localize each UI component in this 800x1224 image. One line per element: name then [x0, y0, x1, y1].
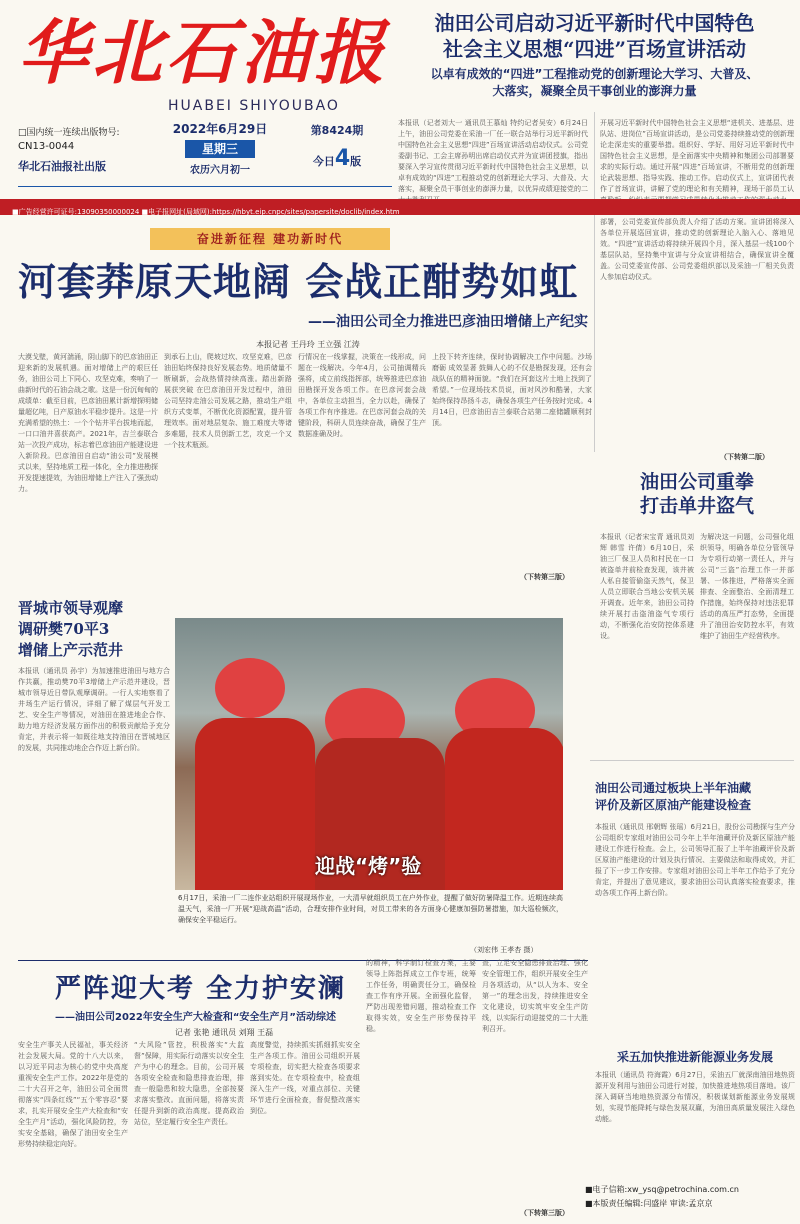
worker-3: [445, 728, 563, 890]
top-story-continued: （下转第二版）: [720, 453, 769, 461]
anti-theft-body-left: 本报讯（记者宋宝青 通讯员刘辉 韩雪 许倩）6月10日，采油三厂保卫人员和村民在一口被盗单井前检查发现，该井被人私自接管偷盗天然气，保卫人员立即联合当地公安机关展开调查。近年来，油田公司持续开展打击盗油盗气专项行动，不断强化治安防控体系建设。: [600, 533, 694, 640]
safety-subline: ——油田公司2022年安全生产大检查和“安全生产月”活动综述: [55, 1012, 336, 1023]
safety-col-5: 查，立足安全隐患排查治理、强化安全管理工作，组织开展安全生产月各项活动，从“以人为本、安全第一”的理念出发，持续推进安全文化建设，切实筑牢安全生产防线，以实际行动迎接党的二十大胜利召开。: [482, 959, 588, 1033]
feature-headline: 河套莽原天地阔 会战正酣势如虹: [18, 259, 579, 304]
safety-col-3: 高度警觉，持续抓实抓细抓实安全生产各项工作。油田公司组织开展专项检查，切实把大检查各项要求落到实处。在专项检查中，检查组深入生产一线，对重点部位、关键环节进行全面检查，督促整改落实到位。: [250, 1041, 360, 1115]
anti-theft-body-right: 为解决这一问题，公司强化组织领导，明确各单位分管领导为专项行动第一责任人，并与公司“三盗”治理工作一并部署、一体推进，严格落实全面排查、全面整治、全面清理工作措施，始终保持对违法犯罪活动的高压严打态势，全面提升了油田治安防控水平，有效维护了油田生产经营秩序。: [700, 533, 794, 640]
evaluation-body: 本报讯（通讯员 邢朝辉 张瑶）6月21日，股份公司勘探与生产分公司组织专家组对油田公司今年上半年油藏评价及新区原油产能建设工作进行检查。会上，公司领导汇报了上半年油藏评价及新区原油产能建设的计划及执行情况、主要做法和取得成效，并汇报了下一步工作安排。专家组对油田公司上半年工作给予了充分肯定，并提出了意见建议，要求油田公司认真落实检查要求，推动各项工作再上新台阶。: [595, 823, 795, 897]
feature-byline: 本报记者 王丹玲 王立强 江涛: [256, 340, 360, 349]
new-energy-title: 采五加快推进新能源业务发展: [616, 1050, 773, 1064]
anti-theft-title-2: 打击单井盗气: [639, 495, 754, 517]
issue-block: [292, 122, 382, 171]
safety-col-1: 安全生产事关人民福祉，事关经济社会发展大局。党的十八大以来，以习近平同志为核心的党中央高度重视安全生产工作。2022年是党的二十大召开之年，油田公司全面贯彻落实“四条红线”“五个零容忍”要求，扎实开展安全生产大检查和“安全生产月”活动，强化风险防控，夯实安全基础，确保了油田安全生产形势持续稳定向好。: [18, 1041, 128, 1148]
jincheng-title-3: 增储上产示范井: [18, 641, 124, 659]
feature-col-3: 行情况在一线掌握，决策在一线形成，问题在一线解决。今年4月，公司抽调精兵强将，成立前线指挥部，统筹推进巴彦油田勘探开发各项工作。在巴彦河套会战中，各单位主动担当，全力以赴，确保了各项工作有序推进。在巴彦河套会战的关键阶段，科研人员连续奋战，确保了生产数据准确及时。: [298, 353, 426, 438]
issue-date: 2022年6月29日: [172, 122, 268, 136]
anti-theft-article: [600, 470, 794, 518]
top-story-body-left: 本报讯（记者刘大一 通讯员王慕灿 特约记者吴安）6月24日上午，油田公司党委在采油一厂任一联合站举行习近平新时代中国特色社会主义思想“四进”百场宣讲活动启动仪式。公司党委副书记、工会主席孙明出席启动仪式并为宣讲团授旗，指出要深入学习宣传贯彻习近平新时代中国特色社会主义思想，以卓有成效的“四进”工程推动党的创新理论大学习、大普及、大落实，凝聚全员干事创业的澎湃力量，以优异成绩迎接党的二: [398, 119, 588, 193]
helmet-1: [215, 658, 285, 718]
info-bar: [0, 199, 800, 215]
top-story-title-2: 社会主义思想“四进”百场宣讲活动: [442, 37, 746, 61]
safety-continued: （下转第三版）: [520, 1209, 569, 1217]
feature-continued: （下转第三版）: [520, 573, 569, 581]
feature-subline: ——油田公司全力推进巴彦油田增储上产纪实: [308, 314, 588, 330]
top-story: [397, 10, 792, 100]
safety-col-2: “大风险”管控，积极落实“大监督”保障，用实际行动落实以安全生产为中心的理念。目前，公司开展各项安全检查和隐患排查治理，排查一般隐患和较大隐患，全部按要求落实整改。直面问题，将落实责任提升到新的政治高度。提高政治站位，坚定履行安全生产责任。: [134, 1041, 244, 1126]
feature-header: [18, 255, 598, 350]
photo-title: 迎战“烤”验: [315, 854, 422, 878]
top-story-body-right: 开展习近平新时代中国特色社会主义思想“进机关、进基层、进队站、进岗位”百场宣讲活动，是公司党委持续推动党的创新理论走深走实的重要举措。组织好、学好、用好习近平新时代中国特色社会主义思想，是全面落实中央精神和集团公司部署要求的实际行动。通过开展“四进”百场宣讲，不断用党的创新理论武装思想、指导实践、推动工作。启动仪式上，宣讲团代表作了首场宣讲，讲解了党的理论和有关精神，现场干部员工认 部署，公司党委宣传部负责人介绍了活动方案。宣讲团将深入各单位开展巡回宣讲，推动党的创新理论入脑入心、落地见效。“四进”宣讲活动将持续开展四个月，深入基层一线100个基层队站，坚持集中宣讲与分众宣讲相结合，确保宣讲全覆盖。公司党委宣传部、公司党委组织部以及采油一厂相关负责人参加启动仪式。: [600, 119, 794, 281]
slogan-banner: [150, 228, 390, 250]
evaluation-article: [595, 780, 795, 814]
jincheng-body: 本报讯（通讯员 孙宇）为加速推进油田与地方合作共赢，推动樊70平3增储上产示范井建设，晋城市领导近日带队观摩调研。一行人实地察看了井场生产运行情况，详细了解了煤层气开发工艺、安全生产等情况，对油田在推进地企合作、助力地方经济发展方面作出的积极贡献给予充分肯定，并表示将一如既往地支持油田在晋城地区的发展，共同推动地企合作迈上新台阶。: [18, 667, 170, 752]
slogan-text: 奋进新征程 建功新时代: [196, 232, 344, 246]
feature-col-2: 到承石上山，爬坡过坎、攻坚克难，巴彦油田始终保持良好发展态势。地质储量不断刷新，会战热情持续高涨。踏出新路 展获突破 在巴彦油田开发过程中，油田公司坚持走油公司发展之路，推动生产组织方式变革，不断优化资源配置，提升管理效率。面对地层复杂、施工难度大等诸多难题，技术人员创新工艺，攻克一个又一个技术瓶颈。: [164, 353, 292, 449]
weekday: 星期三: [185, 140, 255, 158]
workers-photo: [175, 618, 563, 890]
evaluation-title-2: 评价及新区原油产能建设检查: [595, 798, 752, 812]
serial-block: [18, 125, 148, 174]
serial-label: □国内统一连续出版物号:: [18, 128, 120, 138]
top-story-subtitle-1: 以卓有成效的“四进”工程推动党的创新理论大学习、大普及、: [430, 67, 759, 81]
photo-caption: 6月17日，采油一厂二连作业站组织开展现场作业，一大清早就组织员工在户外作业，提醒了做好防暑降温工作。近期连续高温天气，采油一厂开展“迎战高温”活动，合理安排作业时间，对员工带来的各方面身心健康加强防暑措施，加大巡检频次，确保安全平稳运行。: [178, 894, 563, 924]
footer-email: ■电子信箱:xw_ysq@petrochina.com.cn: [585, 1185, 739, 1194]
worker-1: [195, 718, 315, 890]
divider: [590, 760, 794, 761]
evaluation-title-1: 油田公司通过板块上半年油藏: [595, 781, 752, 795]
masthead-divider: [18, 186, 392, 187]
feature-col-1: 大漠戈壁，黄河湍涌，阴山脚下的巴彦油田正迎来新的发展机遇。面对增储上产的艰巨任务，油田公司上下同心、攻坚克难，奏响了一曲新时代的石油会战之歌。这是一份沉甸甸的成绩单：截至目前，巴彦油田累计新增探明储量超亿吨，日产原油水平稳步提升。这是一片充满希望的热土：一个个钻井平台拔地而起，一口口油井喜获高产。2021年，吉兰泰联合站一次投产成功，标志着巴彦油田产能建设进入新阶段。巴彦油田自启动“油公司”发展模式以来，坚持地质工程一体化，全力推进勘探开发提速提效，为油田增储上产注入了强劲动力。: [18, 353, 158, 493]
lunar-date: 农历六月初一: [190, 165, 250, 176]
top-story-title-1: 油田公司启动习近平新时代中国特色: [434, 11, 755, 35]
page-count: 今日4版: [312, 146, 362, 171]
jincheng-title-1: 晋城市领导观摩: [18, 599, 124, 617]
info-bar-text: ■广告经营许可证号:13090350000024 ■电子报网址(局域网):https://hbyt.eip.cnpc/sites/papersite/doclib/index.htm: [12, 208, 400, 216]
anti-theft-title-1: 油田公司重拳: [639, 471, 754, 493]
publisher: 华北石油报社出版: [18, 160, 106, 173]
safety-title: 严阵迎大考 全力护安澜: [55, 974, 347, 1004]
safety-col-4: 的精神，科学制订检查方案，主要领导上阵指挥成立工作专班，统筹工作任务，明确责任分工，确保检查工作有序开展。全面强化监督，严防出现差错问题，推动检查工作取得实效，安全生产形势保持平稳。: [366, 959, 476, 1033]
newspaper-pinyin: HUABEI SHIYOUBAO: [168, 98, 340, 114]
photo-credit: （刘宏伟 王孝杏 摄）: [470, 946, 538, 954]
safety-byline: 记者 张艳 通讯员 刘翔 王磊: [175, 1028, 274, 1037]
date-block: [150, 120, 290, 176]
jincheng-title-2: 调研樊70平3: [18, 620, 110, 638]
jincheng-article: [18, 598, 170, 661]
page-footer: [585, 1183, 800, 1224]
masthead-logo: [18, 8, 388, 116]
footer-editor: ■本版责任编辑:闫盛岸 审读:孟京京: [585, 1199, 713, 1208]
newspaper-title: 华北石油报: [18, 11, 388, 94]
serial-number: CN13-0044: [18, 141, 75, 152]
top-story-subtitle-2: 大落实，凝聚全员干事创业的澎湃力量: [492, 84, 697, 98]
new-energy-article: [595, 1048, 795, 1066]
feature-col-4: 上投下转齐连续，保时协调解决工作中问题。沙场磨砺 成效显著 鼓舞人心的不仅是勘探发现，还有会战队伍的精神面貌。“我们在河套这片土地上找到了希望。”一位现场技术员说，面对风沙和酷暑，大家始终保持昂扬斗志，确保各项生产任务按时完成。4月14日，巴彦油田吉兰泰联合站第二座储罐顺利封顶。: [432, 353, 592, 427]
new-energy-body: 本报讯（通讯员 符海霞）6月27日，采油五厂就深南油田地热资源开发利用与油田公司进行对接，加快推进地热项目落地。该厂深入调研当地地热资源分布情况，积极谋划新能源业务发展规划，实现节能降耗与绿色发展双赢，为油田高质量发展注入绿色动能。: [595, 1071, 795, 1123]
issue-number: 第8424期: [310, 124, 364, 137]
